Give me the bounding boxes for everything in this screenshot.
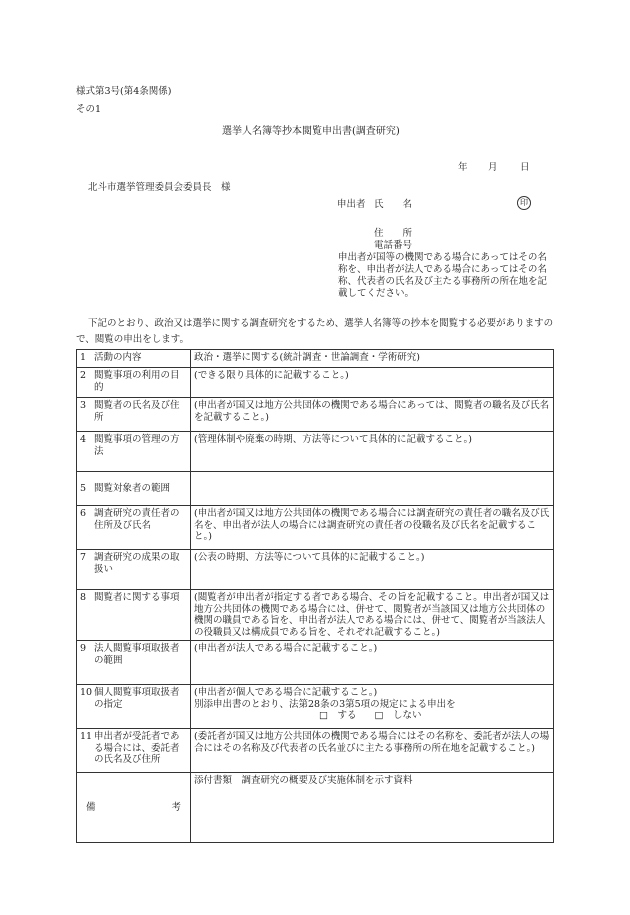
table-row xyxy=(77,641,554,685)
date-month: 月 xyxy=(488,162,498,173)
applicant-name-label: 氏 名 xyxy=(374,199,413,210)
date-year: 年 xyxy=(458,162,468,173)
row-label: 1 活動の内容 xyxy=(77,350,191,368)
row-value: (申出者が法人である場合に記載すること。) xyxy=(191,641,554,685)
table-row xyxy=(77,729,554,773)
form-part: その1 xyxy=(76,104,102,115)
table-row xyxy=(77,472,554,506)
form-number: 様式第3号(第4条関係) xyxy=(76,86,172,97)
row-label: 10 個人閲覧事項取扱者の指定 xyxy=(77,685,191,729)
row-value: (公表の時期、方法等について具体的に記載すること。) xyxy=(191,550,554,590)
row-value: (閲覧者が申出者が指定する者である場合、その旨を記載すること。申出者が国又は地方公共団体の機関である場合には、併せて、閲覧者が当該国又は地方公共団体の機関の職員である旨を、申出者が法人である場合には、併せて、閲覧者が当該法人の役職員又は構成員である旨を、それぞれ記載すること。) xyxy=(191,590,554,641)
seal-mark: 印 xyxy=(517,196,531,210)
row-value: (管理体制や廃棄の時期、方法等について具体的に記載すること。) xyxy=(191,432,554,472)
row-label: 11 申出者が受託者である場合には、委託者の氏名及び住所 xyxy=(77,729,191,773)
date-day: 日 xyxy=(520,162,530,173)
applicant-label: 申出者 xyxy=(337,199,366,210)
row-label: 6 調査研究の責任者の住所及び氏名 xyxy=(77,506,191,550)
row-value: 政治・選挙に関する(統計調査・世論調査・学術研究) xyxy=(191,350,554,368)
table-row xyxy=(77,432,554,472)
applicant-note: 申出者が国等の機関である場合にあってはその名称を、申出者が法人である場合にあってはその名称、代表者の氏名及び主たる事務所の所在地を記載してください。 xyxy=(338,252,548,299)
row-value: (できる限り具体的に記載すること。) xyxy=(191,368,554,398)
applicant-phone-label: 電話番号 xyxy=(374,240,413,251)
table-row xyxy=(77,368,554,398)
table-row xyxy=(77,506,554,550)
row-label: 3 閲覧者の氏名及び住所 xyxy=(77,398,191,432)
row-value-statement: 別添申出書のとおり、法第28条の3第5項の規定による申出を xyxy=(194,698,456,710)
row-value: (委託者が国又は地方公共団体の機関である場合にはその名称を、委託者が法人の場合にはその名称及び代表者の氏名並びに主たる事務所の所在地を記載すること。) xyxy=(191,729,554,773)
remarks-value: 添付書類 調査研究の概要及び実施体制を示す資料 xyxy=(191,773,554,843)
row-value xyxy=(191,685,554,729)
intro-text: 下記のとおり、政治又は選挙に関する調査研究をするため、選挙人名簿等の抄本を閲覧する必要がありますので、閲覧の申出をします。 xyxy=(76,318,554,345)
row-label: 7 調査研究の成果の取扱い xyxy=(77,550,191,590)
option-yes-checkbox[interactable]: □ する xyxy=(319,710,357,721)
table-row xyxy=(77,550,554,590)
applicant-address-label: 住 所 xyxy=(374,228,413,239)
row-label: 4 閲覧事項の管理の方法 xyxy=(77,432,191,472)
table-row xyxy=(77,685,554,729)
table-row xyxy=(77,590,554,641)
remarks-label-cell xyxy=(77,773,191,843)
row-value xyxy=(191,472,554,506)
row-value: (申出者が国又は地方公共団体の機関である場合にあっては、閲覧者の職名及び氏名を記載すること。) xyxy=(191,398,554,432)
row-value-note: (申出者が個人である場合に記載すること。) xyxy=(194,687,378,698)
row-label: 5 閲覧対象者の範囲 xyxy=(77,472,191,506)
remarks-label: 備 考 xyxy=(86,801,181,813)
table-row xyxy=(77,350,554,368)
row-label: 8 閲覧者に関する事項 xyxy=(77,590,191,641)
option-no-checkbox[interactable]: □ しない xyxy=(374,710,422,721)
page-title: 選挙人名簿等抄本閲覧申出書(調査研究) xyxy=(222,126,400,137)
row-label: 2 閲覧事項の利用の目的 xyxy=(77,368,191,398)
table-row xyxy=(77,398,554,432)
addressee: 北斗市選挙管理委員会委員長 様 xyxy=(88,182,231,193)
table-row xyxy=(77,773,554,843)
row-value: (申出者が国又は地方公共団体の機関である場合には調査研究の責任者の職名及び氏名を、申出者が法人の場合には調査研究の責任者の役職名及び氏名を記載すること。) xyxy=(191,506,554,550)
row-label: 9 法人閲覧事項取扱者の範囲 xyxy=(77,641,191,685)
application-form-table xyxy=(76,349,554,843)
